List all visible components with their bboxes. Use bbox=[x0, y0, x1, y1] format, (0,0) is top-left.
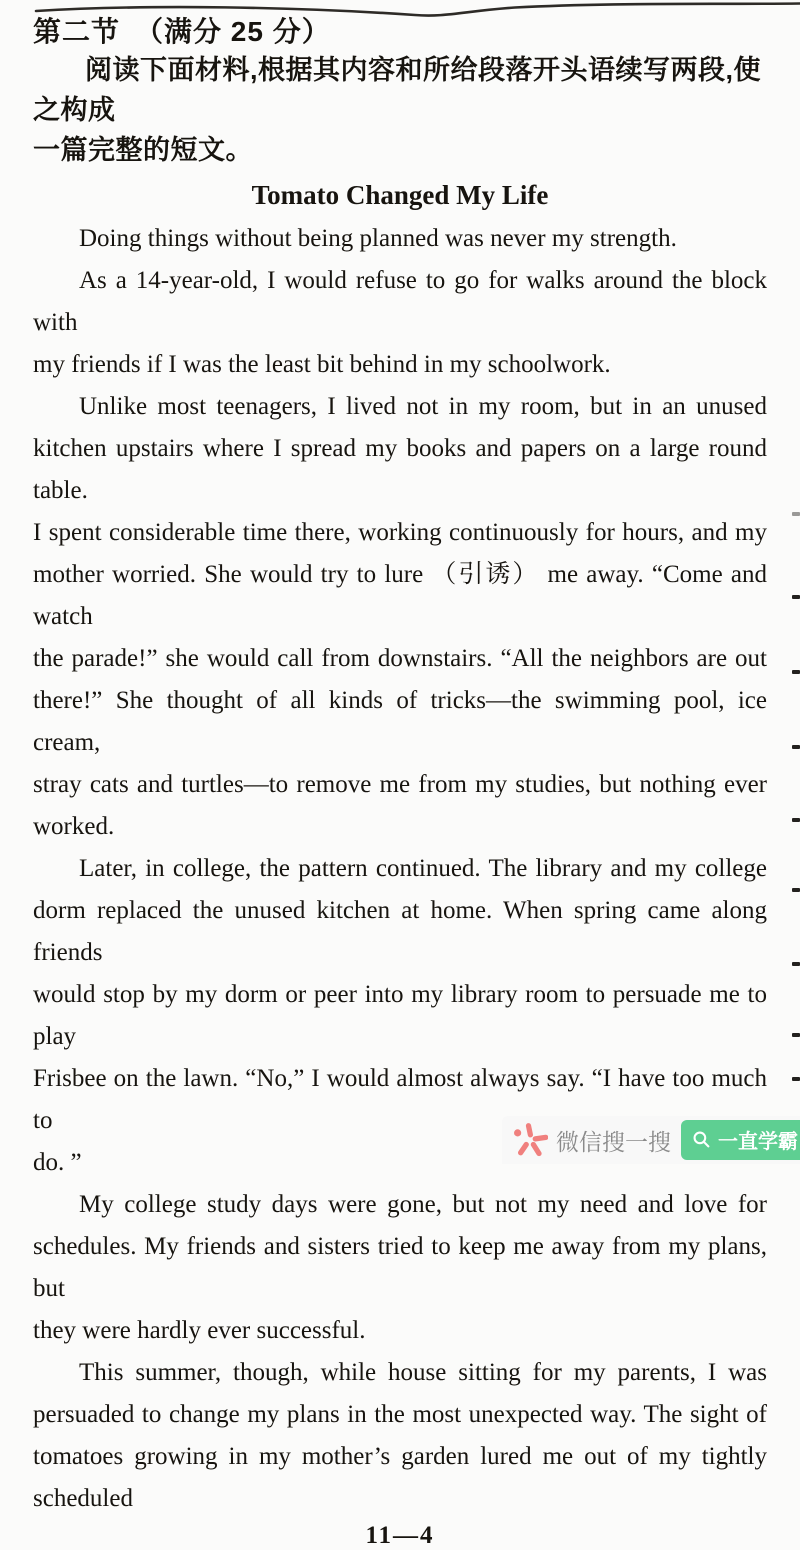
text-line: persuaded to change my plans in the most unexpected way. The sight of bbox=[33, 1401, 767, 1428]
text-line: Unlike most teenagers, I lived not in my room, but in an unused bbox=[79, 393, 767, 420]
text-line: Frisbee on the lawn. “No,” I would almost always say. “I have too much to bbox=[33, 1065, 767, 1134]
text-line: the parade!” she would call from downstairs. “All the neighbors are out bbox=[33, 645, 767, 672]
text-line: worked. bbox=[33, 813, 115, 840]
text-line: dorm replaced the unused kitchen at home. When spring came along friends bbox=[33, 897, 767, 966]
text-line: mother worried. She would try to lure （引诱） me away. “Come and watch bbox=[33, 561, 767, 630]
text-line: My college study days were gone, but not my need and love for bbox=[79, 1191, 767, 1218]
instructions bbox=[33, 50, 767, 170]
watermark-brand-text: 微信搜一搜 bbox=[556, 1128, 671, 1155]
paragraph bbox=[33, 260, 767, 386]
passage-title: Tomato Changed My Life bbox=[251, 180, 549, 210]
text-line: I spent considerable time there, working continuously for hours, and my bbox=[33, 519, 767, 546]
watermark-button-label: 一直学霸 bbox=[718, 1131, 798, 1153]
text-line: This summer, though, while house sitting for my parents, I was bbox=[79, 1359, 767, 1386]
scan-edge-artifact bbox=[792, 1033, 800, 1037]
text-line: tomatoes growing in my mother’s garden lured me out of my tightly scheduled bbox=[33, 1443, 767, 1512]
text-line: they were hardly ever successful. bbox=[33, 1317, 366, 1344]
text-line: Doing things without being planned was never my strength. bbox=[79, 225, 677, 252]
text-line: As a 14-year-old, I would refuse to go for walks around the block with bbox=[33, 267, 767, 336]
spark-asterisk-icon bbox=[512, 1122, 548, 1158]
watermark-search-badge bbox=[681, 1120, 800, 1160]
scan-edge-artifact bbox=[792, 512, 800, 516]
magnifier-icon bbox=[692, 1130, 711, 1149]
page-number: 11—4 bbox=[365, 1522, 435, 1549]
text-line: 一篇完整的短文。 bbox=[33, 135, 253, 165]
scan-edge-artifact bbox=[792, 888, 800, 892]
text-line: schedules. My friends and sisters tried to keep me away from my plans, but bbox=[33, 1233, 767, 1302]
text-line: kitchen upstairs where I spread my books and papers on a large round table. bbox=[33, 435, 767, 504]
text-line: there!” She thought of all kinds of tricks—the swimming pool, ice cream, bbox=[33, 687, 767, 756]
paragraph bbox=[33, 1184, 767, 1352]
text-line: my friends if I was the least bit behind in my schoolwork. bbox=[33, 351, 611, 378]
paragraph bbox=[33, 218, 767, 260]
scan-edge-artifact bbox=[792, 962, 800, 966]
text-line: do. ” bbox=[33, 1149, 82, 1176]
scan-edge-artifact bbox=[792, 745, 800, 749]
scan-edge-artifact bbox=[792, 670, 800, 674]
scan-edge-artifact bbox=[792, 818, 800, 822]
text-line: would stop by my dorm or peer into my library room to persuade me to play bbox=[33, 981, 767, 1050]
text-line: 阅读下面材料,根据其内容和所给段落开头语续写两段,使之构成 bbox=[33, 55, 762, 125]
section-header: 第二节 （满分 25 分） bbox=[33, 16, 331, 47]
scan-edge-artifact bbox=[792, 1077, 800, 1081]
wechat-search-watermark bbox=[502, 1116, 800, 1164]
text-line: Later, in college, the pattern continued. The library and my college bbox=[79, 855, 767, 882]
text-line: stray cats and turtles—to remove me from my studies, but nothing ever bbox=[33, 771, 767, 798]
paragraph bbox=[33, 386, 767, 848]
paragraph bbox=[33, 1352, 767, 1520]
scan-edge-artifact bbox=[792, 595, 800, 599]
